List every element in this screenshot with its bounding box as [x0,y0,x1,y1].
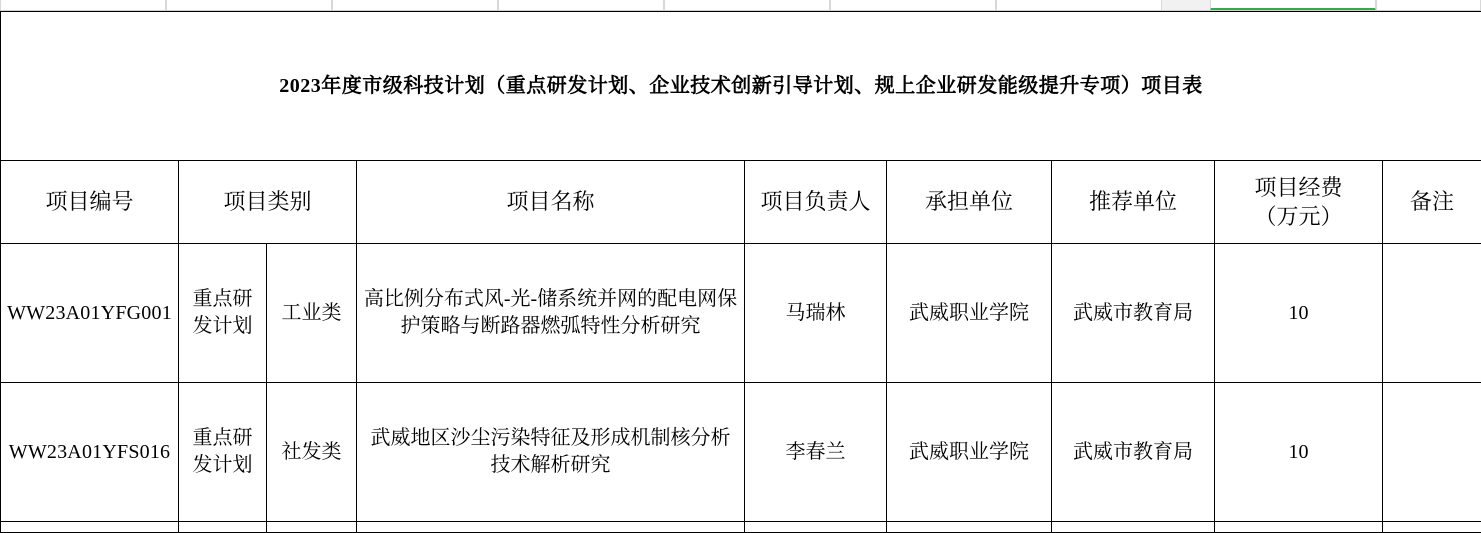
column-header-project-category: 项目类别 [179,161,357,244]
cell-undertaking-unit: 武威职业学院 [887,383,1052,522]
column-header-project-funds [1215,161,1383,244]
cell-clipped [179,522,267,533]
table-row [1,383,1481,522]
cell-project-leader: 马瑞林 [745,244,887,383]
cell-category-sub: 社发类 [267,383,357,522]
cell-clipped [1215,522,1383,533]
cell-clipped [357,522,745,533]
cell-project-funds: 10 [1215,244,1383,383]
table-header-row [1,161,1481,244]
cell-project-code: WW23A01YFS016 [1,383,179,522]
browser-tab-6[interactable] [830,0,996,11]
cell-clipped [267,522,357,533]
browser-tab-4[interactable] [498,0,664,11]
cell-recommending-unit: 武威市教育局 [1052,244,1215,383]
browser-tab-9[interactable] [1376,0,1481,11]
cell-clipped [887,522,1052,533]
browser-tab-5[interactable] [664,0,830,11]
cell-remark [1383,383,1481,522]
browser-tab-strip[interactable] [0,0,1481,11]
column-header-project-code: 项目编号 [1,161,179,244]
cell-project-funds: 10 [1215,383,1383,522]
column-header-project-funds-line1: 项目经费 [1254,175,1342,200]
project-table [0,11,1481,533]
cell-project-leader: 李春兰 [745,383,887,522]
cell-clipped [1383,522,1481,533]
cell-project-name: 武威地区沙尘污染特征及形成机制核分析技术解析研究 [357,383,745,522]
column-header-project-name: 项目名称 [357,161,745,244]
column-header-project-funds-line2: （万元） [1254,204,1342,229]
title-row [1,12,1481,161]
cell-remark [1383,244,1481,383]
cell-category-main: 重点研发计划 [179,244,267,383]
column-header-undertaking-unit: 承担单位 [887,161,1052,244]
cell-undertaking-unit: 武威职业学院 [887,244,1052,383]
table-row [1,244,1481,383]
cell-clipped [1052,522,1215,533]
page-title: 2023年度市级科技计划（重点研发计划、企业技术创新引导计划、规上企业研发能级提升专项）项目表 [1,12,1481,161]
cell-category-sub: 工业类 [267,244,357,383]
cell-clipped [1,522,179,533]
browser-tab-1[interactable] [0,0,166,11]
cell-category-main: 重点研发计划 [179,383,267,522]
column-header-remark: 备注 [1383,161,1481,244]
cell-recommending-unit: 武威市教育局 [1052,383,1215,522]
column-header-project-leader: 项目负责人 [745,161,887,244]
browser-tab-7[interactable] [996,0,1162,11]
cell-project-code: WW23A01YFG001 [1,244,179,383]
browser-tab-3[interactable] [332,0,498,11]
spreadsheet-document [0,11,1481,533]
column-header-recommending-unit: 推荐单位 [1052,161,1215,244]
cell-project-name: 高比例分布式风-光-储系统并网的配电网保护策略与断路器燃弧特性分析研究 [357,244,745,383]
browser-tab-2[interactable] [166,0,332,11]
cell-clipped [745,522,887,533]
browser-tab-8-active[interactable] [1210,0,1376,11]
table-row-clipped [1,522,1481,533]
